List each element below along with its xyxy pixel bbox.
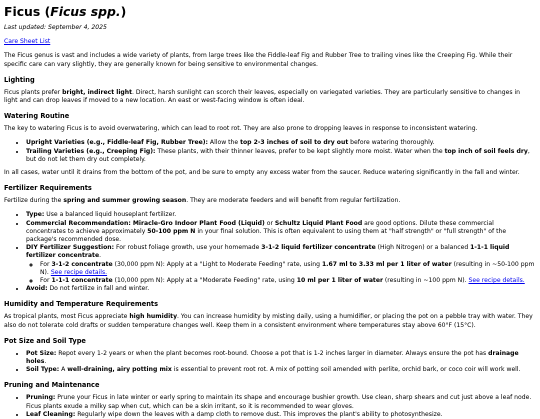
list-item: • Type: Use a balanced liquid houseplant fertilizer. (26, 211, 535, 219)
list-item: • Avoid: Do not fertilize in fall and winter. (26, 285, 535, 293)
list-item: • Leaf Cleaning: Regularly wipe down the leaves with a damp cloth to remove dust. This improves the plant's ability to photosynthesize. (26, 411, 535, 419)
list-item: • DIY Fertilizer Suggestion: For robust foliage growth, use your homemade 3-1-2 liquid fertilizer concentrate (High Nitrogen) or a balanced 1-1-1 liquid fertilizer concentrate. ◦ For 3-1-2 concentrate (30,000 ppm N): Apply at a "Light to Moderate Feeding" rate, using 1.67 ml to 3.33 ml per 1 liter of water (resulting in ~50-100 ppm N). See recipe details. ◦ For 1-1-1 concentrate (10,000 ppm N): Apply at a "Moderate Feeding" rate, using 10 ml per 1 liter of water (resulting in ~100 ppm N). See recipe details. (26, 244, 535, 285)
pruning-heading: Pruning and Maintenance (4, 381, 100, 390)
watering-list (4, 139, 535, 164)
list-item: • Pot Size: Repot every 1-2 years or when the plant becomes root-bound. Choose a pot that is 1-2 inches larger in diameter. Always ensure the pot has drainage holes. (26, 350, 535, 366)
intro-paragraph: The Ficus genus is vast and includes a wide variety of plants, from large trees like the Fiddle-leaf Fig and Rubber Tree to trailing vines like the Creeping Fig. While their specific care can vary slightly, they are generally known for being sensitive to environmental changes. (4, 52, 513, 68)
list-item: ◦ For 1-1-1 concentrate (10,000 ppm N): Apply at a "Moderate Feeding" rate, using 10 ml per 1 liter of water (resulting in ~100 ppm N). See recipe details. (40, 277, 535, 285)
fertilizer-heading: Fertilizer Requirements (4, 184, 92, 193)
pot-list (4, 350, 535, 375)
pruning-list (4, 394, 535, 419)
list-item: ◦ For 3-1-2 concentrate (30,000 ppm N): Apply at a "Light to Moderate Feeding" rate, using 1.67 ml to 3.33 ml per 1 liter of water (resulting in ~50-100 ppm N). See recipe details. (40, 261, 535, 277)
watering-outro: In all cases, water until it drains from the bottom of the pot, and be sure to empty any excess water from the saucer. Reduce watering significantly in the fall and winter. (4, 169, 520, 177)
humidity-paragraph: As tropical plants, most Ficus appreciate high humidity. You can increase humidity by misting daily, using a humidifier, or placing the pot on a pebble tray with water. They also do not tolerate cold drafts or sudden temperature changes well. Keep them in a consistent environment where temperatures stay above 60°F (15°C). (4, 313, 533, 329)
fertilizer-intro: Fertilize during the spring and summer growing season. They are moderate feeders and will benefit from regular fertilization. (4, 197, 401, 205)
lighting-heading: Lighting (4, 75, 35, 84)
watering-heading: Watering Routine (4, 112, 70, 121)
list-item: • Trailing Varieties (e.g., Creeping Fig): These plants, with their thinner leaves, prefer to be kept slightly more moist. Water when the top inch of soil feels dry, but do not let them dry out completely. (26, 148, 535, 164)
list-item: • Soil Type: A well-draining, airy potting mix is essential to prevent root rot. A mix of potting soil amended with perlite, orchid bark, or coco coir will work well. (26, 366, 535, 374)
diy-sublist (26, 261, 535, 286)
pot-heading: Pot Size and Soil Type (4, 336, 86, 345)
last-updated: Last updated: September 4, 2025 (4, 24, 107, 31)
care-sheet-list-link[interactable]: Care Sheet List (4, 38, 51, 46)
lighting-paragraph: Ficus plants prefer bright, indirect light. Direct, harsh sunlight can scorch their leaves, especially on variegated varieties. They are particularly sensitive to changes in light and can drop leaves if moved to a new location. An east or west-facing window is often ideal. (4, 88, 521, 105)
recipe-link-312[interactable]: See recipe details. (50, 268, 108, 276)
page-title: Ficus (Ficus spp.) (4, 4, 127, 19)
list-item: • Pruning: Prune your Ficus in late winter or early spring to maintain its shape and encourage bushier growth. Use clean, sharp shears and cut just above a leaf node. Ficus plants exude a milky sap when cut, which can be a skin irritant, so it is recommended to wear gloves. (26, 394, 535, 410)
watering-intro: The key to watering Ficus is to avoid overwatering, which can lead to root rot. They are also prone to dropping leaves in response to inconsistent watering. (4, 125, 478, 133)
list-item: • Upright Varieties (e.g., Fiddle-leaf Fig, Rubber Tree): Allow the top 2-3 inches of soil to dry out before watering thoroughly. (26, 139, 535, 147)
fertilizer-list (4, 211, 535, 293)
recipe-link-111[interactable]: See recipe details. (468, 277, 525, 285)
humidity-heading: Humidity and Temperature Requirements (4, 300, 159, 309)
scientific-name: Ficus spp. (50, 4, 121, 19)
list-item: • Commercial Recommendation: Miracle-Gro Indoor Plant Food (Liquid) or Schultz Liquid Plant Food are good options. Dilute these commercial concentrates to achieve approximately 50-100 ppm N in your final solution. This is often equivalent to using them at "half strength" or "full strength" of the package's recommended dose. (26, 220, 535, 245)
